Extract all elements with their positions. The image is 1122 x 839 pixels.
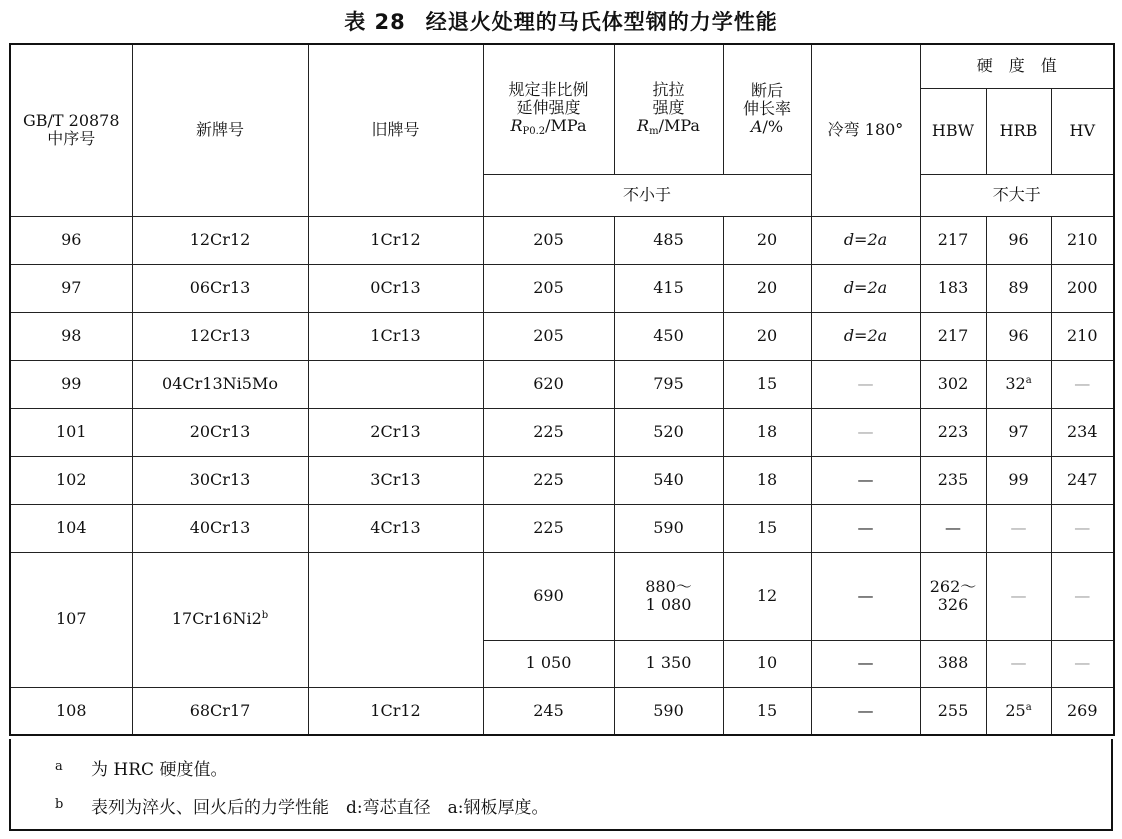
header-tensile-strength: 抗拉 强度 $R_m$/MPa	[614, 44, 723, 174]
table-row: 108 68Cr17 1Cr12 245 590 15 — 255 25$^a$ 269	[10, 687, 1114, 735]
header-hrb: HRB	[986, 88, 1051, 174]
header-hbw: HBW	[920, 88, 986, 174]
footnote-b: b 表列为淬火、回火后的力学性能 d:弯芯直径 a:钢板厚度。	[55, 797, 549, 818]
table-notes	[9, 739, 1113, 831]
header-hardness: 硬 度 值	[920, 44, 1114, 88]
header-not-less-than: 不小于	[483, 174, 811, 216]
table-row: 96 12Cr12 1Cr12 205 485 20 d=2a 217 96 210	[10, 216, 1114, 264]
table-caption: 经退火处理的马氏体型钢的力学性能	[425, 10, 778, 34]
table-row: 102 30Cr13 3Cr13 225 540 18 — 235 99 247	[10, 456, 1114, 504]
table-body	[10, 216, 1114, 735]
table-number: 表 28	[344, 10, 406, 34]
table-row: 107 17Cr16Ni2$^b$ 690 880～ 1 080 12 — 262～ 326 — —	[10, 552, 1114, 640]
table-header	[10, 44, 1114, 216]
table-row: 1 050 1 350 10 — 388 — —	[10, 640, 1114, 687]
table-row: 97 06Cr13 0Cr13 205 415 20 d=2a 183 89 200	[10, 264, 1114, 312]
properties-table	[9, 43, 1115, 736]
table-row: 98 12Cr13 1Cr13 205 450 20 d=2a 217 96 210	[10, 312, 1114, 360]
header-std-seq: GB/T 20878 中序号	[10, 44, 132, 216]
table-row: 101 20Cr13 2Cr13 225 520 18 — 223 97 234	[10, 408, 1114, 456]
header-old-grade: 旧牌号	[308, 44, 483, 216]
table-title	[0, 6, 1122, 36]
table-row: 99 04Cr13Ni5Mo 620 795 15 — 302 32$^a$ —	[10, 360, 1114, 408]
header-yield-strength: 规定非比例 延伸强度 $R_{P0.2}$/MPa	[483, 44, 614, 174]
header-elongation: 断后 伸长率 A/%	[723, 44, 811, 174]
header-hv: HV	[1051, 88, 1114, 174]
footnote-a: a 为 HRC 硬度值。	[55, 759, 228, 780]
header-cold-bend: 冷弯 180°	[811, 44, 920, 216]
table-row: 104 40Cr13 4Cr13 225 590 15 — — — —	[10, 504, 1114, 552]
header-not-more-than: 不大于	[920, 174, 1114, 216]
header-new-grade: 新牌号	[132, 44, 308, 216]
